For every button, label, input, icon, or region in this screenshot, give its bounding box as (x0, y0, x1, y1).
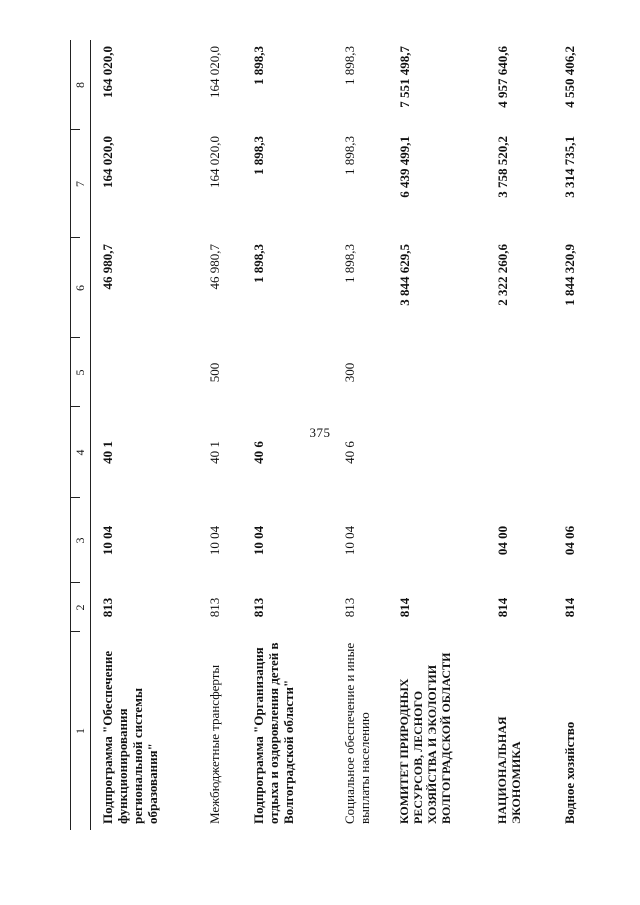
row-target: 40 6 (251, 441, 266, 464)
row-value-7: 1 898,3 (251, 136, 266, 175)
col-header-7: 7 (73, 181, 87, 187)
row-name: Подпрограмма "Организация отдыха и оздоровления детей в Волгоградской области" (251, 642, 296, 824)
row-admin-code: 814 (562, 597, 577, 618)
row-expense-type: 500 (207, 362, 222, 383)
page-number: 375 (309, 425, 331, 440)
budget-table (70, 40, 630, 830)
row-target: 40 6 (342, 441, 357, 464)
row-value-6: 1 844 320,9 (562, 244, 577, 306)
row-admin-code: 813 (207, 597, 222, 618)
row-name: КОМИТЕТ ПРИРОДНЫХ РЕСУРСОВ, ЛЕСНОГО ХОЗЯЙСТВА И ЭКОЛОГИИ ВОЛГОГРАДСКОЙ ОБЛАСТИ (397, 652, 453, 824)
row-value-6: 1 898,3 (251, 244, 266, 283)
row-value-7: 164 020,0 (100, 136, 115, 188)
row-value-6: 46 980,7 (207, 244, 222, 290)
row-section: 10 04 (251, 525, 266, 556)
row-name: НАЦИОНАЛЬНАЯ ЭКОНОМИКА (495, 716, 523, 824)
row-value-8: 1 898,3 (251, 46, 266, 85)
col-header-6: 6 (73, 285, 87, 291)
row-value-8: 4 550 406,2 (562, 46, 577, 108)
row-target: 40 1 (100, 441, 115, 464)
row-value-7: 6 439 499,1 (397, 136, 412, 198)
row-admin-code: 813 (251, 597, 266, 618)
row-value-8: 1 898,3 (342, 46, 357, 85)
row-value-6: 3 844 629,5 (397, 244, 412, 306)
row-value-8: 164 020,0 (100, 46, 115, 98)
row-value-7: 164 020,0 (207, 136, 222, 188)
row-name: Водное хозяйство (562, 721, 577, 824)
col-header-5: 5 (73, 369, 87, 376)
row-value-7: 3 314 735,1 (562, 136, 577, 198)
row-target: 40 1 (207, 441, 222, 464)
row-value-7: 3 758 520,2 (495, 136, 510, 198)
row-section: 10 04 (207, 525, 222, 556)
col-header-1: 1 (73, 728, 87, 734)
row-expense-type: 300 (342, 362, 357, 383)
col-header-4: 4 (73, 449, 87, 456)
row-section: 04 06 (562, 525, 577, 556)
row-name: Социальное обеспечение и иные выплаты населению (342, 642, 372, 824)
row-value-6: 1 898,3 (342, 244, 357, 283)
row-value-8: 164 020,0 (207, 46, 222, 98)
col-header-2: 2 (73, 604, 87, 611)
row-admin-code: 813 (100, 597, 115, 618)
row-section: 10 04 (342, 525, 357, 556)
header-bottom-rule (90, 40, 91, 830)
row-section: 10 04 (100, 525, 115, 556)
row-admin-code: 814 (397, 597, 412, 618)
row-name: Подпрограмма "Обеспечение функционирования региональной системы образования" (100, 650, 160, 824)
row-value-6: 2 322 260,6 (495, 244, 510, 306)
row-value-8: 4 957 640,6 (495, 46, 510, 108)
row-value-8: 7 551 498,7 (397, 46, 412, 108)
row-admin-code: 814 (495, 597, 510, 618)
col-header-3: 3 (73, 537, 87, 544)
row-value-6: 46 980,7 (100, 244, 115, 290)
col-header-8: 8 (73, 82, 87, 88)
row-name: Межбюджетные трансферты (207, 664, 222, 824)
row-admin-code: 813 (342, 597, 357, 618)
row-value-7: 1 898,3 (342, 136, 357, 175)
row-section: 04 00 (495, 525, 510, 556)
